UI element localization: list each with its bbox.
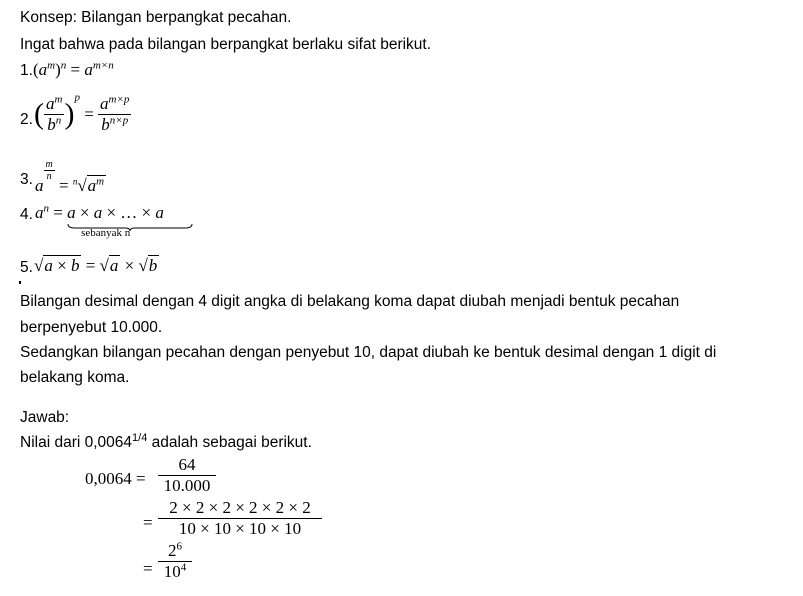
property-5-formula: √a × b = √a × √b — [34, 256, 158, 275]
calc-lhs: 0,0064 = — [85, 469, 146, 488]
calc-eq-3: = — [143, 559, 153, 578]
recall-line: Ingat bahwa pada bilangan berpangkat berlaku sifat berikut. — [20, 36, 432, 53]
step-3-num-base: 2 — [168, 541, 177, 560]
step-3-numerator — [158, 541, 192, 561]
calc-step-3 — [158, 541, 192, 582]
property-1 — [20, 60, 114, 81]
concept-line: Konsep: Bilangan berpangkat pecahan. — [20, 9, 292, 26]
property-5-label: 5. — [20, 259, 33, 276]
answer-intro — [20, 433, 312, 453]
decimal-note-1: Bilangan desimal dengan 4 digit angka di belakang koma dapat diubah menjadi bentuk pecahan — [20, 293, 680, 310]
step-2-numerator: 2 × 2 × 2 × 2 × 2 × 2 — [169, 498, 311, 517]
property-4-formula: $a^n = a \times a$ × … × a sebanyak n — [35, 203, 164, 223]
step-3-num-exp: 6 — [176, 540, 182, 553]
property-2-label: 2. — [20, 111, 33, 128]
brace-label: sebanyak n — [81, 227, 131, 239]
step-2-denominator: 10 × 10 × 10 × 10 — [158, 518, 322, 539]
answer-heading: Jawab: — [20, 409, 70, 426]
answer-intro-exponent: 1/4 — [132, 431, 148, 444]
calc-step-2 — [158, 498, 322, 539]
property-1-formula: $(a^m)^n = a^{m\times n}$ — [32, 59, 114, 79]
property-3-label: 3. — [20, 171, 33, 188]
repeated-product: a × a × … × a sebanyak n — [67, 203, 164, 223]
fraction-note-2: belakang koma. — [20, 369, 130, 386]
step-1-denominator: 10.000 — [158, 475, 216, 496]
calc-step-1 — [158, 455, 216, 496]
calc-eq-2: = — [143, 513, 153, 532]
answer-intro-suffix: adalah sebagai berikut. — [147, 434, 312, 451]
step-3-denominator — [158, 561, 192, 582]
fraction-note-1: Sedangkan bilangan pecahan dengan penyebut 10, dapat diubah ke bentuk desimal dengan 1 digit di — [20, 344, 717, 361]
answer-intro-prefix: Nilai dari 0,0064 — [20, 434, 133, 451]
decimal-note-2: berpenyebut 10.000. — [20, 319, 163, 336]
step-3-den-exp: 4 — [180, 561, 187, 574]
step-1-numerator: 64 — [178, 455, 196, 474]
step-3-den-base: 10 — [163, 562, 181, 581]
property-3-formula: a $\frac{m}{n}$ = $^n√a^m$ — [35, 159, 105, 195]
property-2-formula: ( $\frac{a^m}{b^n}$ )$^p$ = $\frac{a^{m\times p}}{b^{n\times p}}$ — [34, 91, 130, 134]
property-4-label: 4. — [20, 206, 33, 223]
text-cursor-mark — [19, 281, 21, 284]
property-1-label: 1. — [20, 62, 33, 79]
